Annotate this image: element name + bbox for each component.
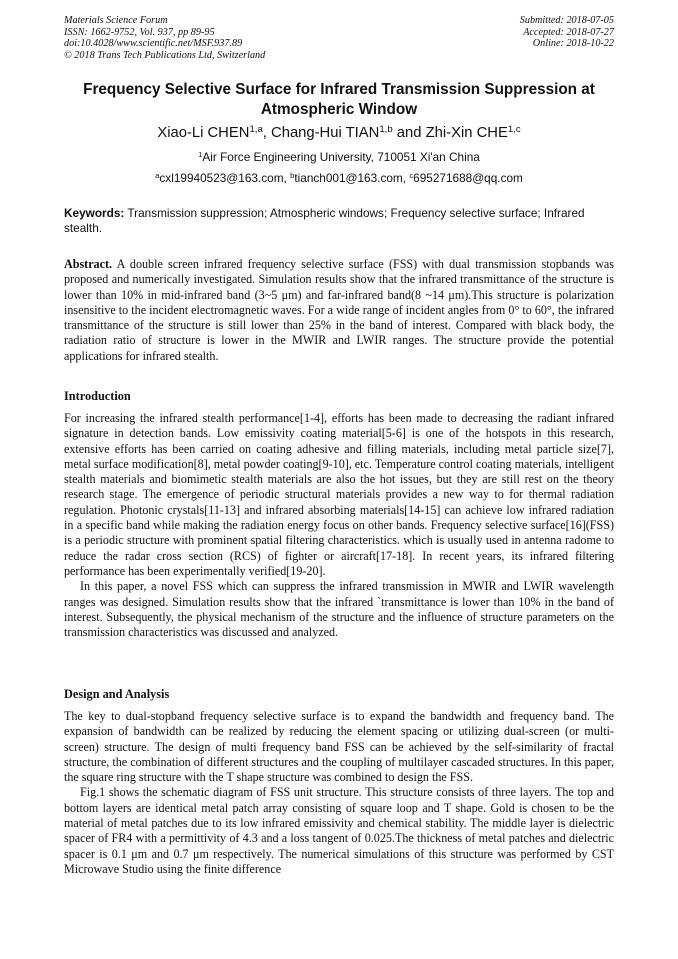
design-body	[64, 709, 614, 877]
author-emails	[40, 171, 638, 187]
paragraph: The key to dual-stopband frequency selective surface is to expand the bandwidth and frequency band. The expansion of bandwidth can be realized by reducing the element spacing or utilizing dual-screen (or multi-screen) structure. The design of multi frequency band FSS can be achieved by the self-similarity of fractal structure, the combination of different structures and the coupling of multilayer cascaded structures. In this paper, the square ring structure with the T shape structure was combined to design the FSS.	[64, 709, 614, 785]
email-address: tianch001@163.com,	[294, 171, 410, 185]
author-name: Xiao-Li CHEN	[157, 125, 250, 141]
publication-dates	[520, 15, 614, 50]
email-address: 695271688@qq.com	[413, 171, 523, 185]
author-name: Zhi-Xin CHE	[425, 125, 508, 141]
author-affiliation-mark: 1,c	[507, 123, 521, 135]
email-mark: a	[155, 170, 160, 180]
abstract-text: A double screen infrared frequency selective surface (FSS) with dual transmission stopbands was proposed and numerically investigated. Simulation results show that the infrared transmittance of the structure is lower than 10% in mid-infrared band (3~5 μm) and far-infrared band(8 ~14 μm).This structure is polarization insensitive to the incident electromagnetic waves. For a wide range of incident angles from 0° to 60°, the infrared transmittance of the structure is still lower than 25% in the band of interest. Compared with black body, the radiation ratio of structure is lower in the MWIR and LWIR ranges. The structure provide the potential applications for infrared stealth.	[64, 257, 614, 363]
affiliation-text: Air Force Engineering University, 710051 Xi'an China	[202, 150, 480, 164]
affiliation	[40, 150, 638, 166]
paper-title: Frequency Selective Surface for Infrared Transmission Suppression at Atmospheric Window	[83, 81, 595, 118]
author-separator: ,	[262, 125, 272, 141]
paragraph: For increasing the infrared stealth performance[1-4], efforts has been made to decreasing the radiant infrared signature in detection bands. Low emissivity coating material[5-6] is one of the hotspots in this research, extensive efforts has been carried on coating adhesive and filling materials, including metal particle size[7], metal surface modification[8], metal powder coating[9-10], etc. Temperature control coating materials, intelligent stealth materials and biomimetic stealth materials are also the hot issues, but they are still rest on the theory research stage. The emergence of periodic structural materials provides a new way to for thermal radiation regulation. Photonic crystals[11-13] and infrared absorbing materials[14-15] can achieve low infrared radiation in a specific band while making the radiation energy focus on other bands. Frequency selective surface[16](FSS) is a periodic structure with prominent spatial filtering characteristics. which is usually used in antenna radome to reduce the radar cross section (RCS) of fighter or aircraft[17-18]. In recent years, its infrared filtering performance has been experimentally verified[19-20].	[64, 411, 614, 578]
journal-issn: ISSN: 1662-9752, Vol. 937, pp 89-95	[64, 26, 215, 38]
online-date: Online: 2018-10-22	[532, 38, 614, 49]
submitted-date: Submitted: 2018-07-05	[519, 15, 614, 26]
email-mark: c	[409, 170, 414, 180]
paragraph: Fig.1 shows the schematic diagram of FSS unit structure. This structure consists of three layers. The top and bottom layers are identical metal patch array consisting of square loop and T shape. Gold is chosen to be the material of metal patches due to its low infrared emissivity and chemical stability. The middle layer is dielectric spacer of FR4 with a permittivity of 4.3 and a loss tangent of 0.025.The thickness of metal patches and dielectric spacer is 0.1 μm and 0.7 μm respectively. The numerical simulations of this structure was performed by CST Microwave Studio using the finite difference	[64, 785, 614, 876]
section-heading-introduction: Introduction	[64, 389, 131, 403]
abstract-label: Abstract.	[64, 257, 113, 271]
journal-info	[64, 15, 265, 61]
author-affiliation-mark: 1,a	[249, 123, 263, 135]
keywords-label: Keywords:	[64, 206, 125, 220]
affiliation-mark: 1	[198, 149, 203, 159]
paragraph: In this paper, a novel FSS which can suppress the infrared transmission in MWIR and LWIR wavelength ranges was designed. Simulation results show that the infrared `transmittance is lower than 10% in the band of interest. Subsequently, the physical mechanism of the structure and the influence of structure parameters on the transmission characteristics was discussed and analyzed.	[64, 579, 614, 640]
email-address: cxl19940523@163.com,	[159, 171, 291, 185]
abstract	[64, 257, 614, 364]
introduction-body	[64, 411, 614, 640]
keywords-text: Transmission suppression; Atmospheric windows; Frequency selective surface; Infrared stealth.	[64, 206, 585, 235]
journal-name: Materials Science Forum	[64, 15, 168, 26]
author-name: Chang-Hui TIAN	[271, 125, 380, 141]
section-heading-design: Design and Analysis	[64, 687, 170, 701]
journal-doi: doi:10.4028/www.scientific.net/MSF.937.89	[64, 38, 243, 49]
email-mark: b	[290, 170, 295, 180]
journal-copyright: © 2018 Trans Tech Publications Ltd, Switzerland	[64, 49, 266, 61]
author-affiliation-mark: 1,b	[379, 123, 393, 135]
author-separator: and	[392, 125, 426, 141]
accepted-date: Accepted: 2018-07-27	[523, 26, 614, 38]
keywords	[64, 206, 614, 236]
author-list	[40, 124, 638, 144]
